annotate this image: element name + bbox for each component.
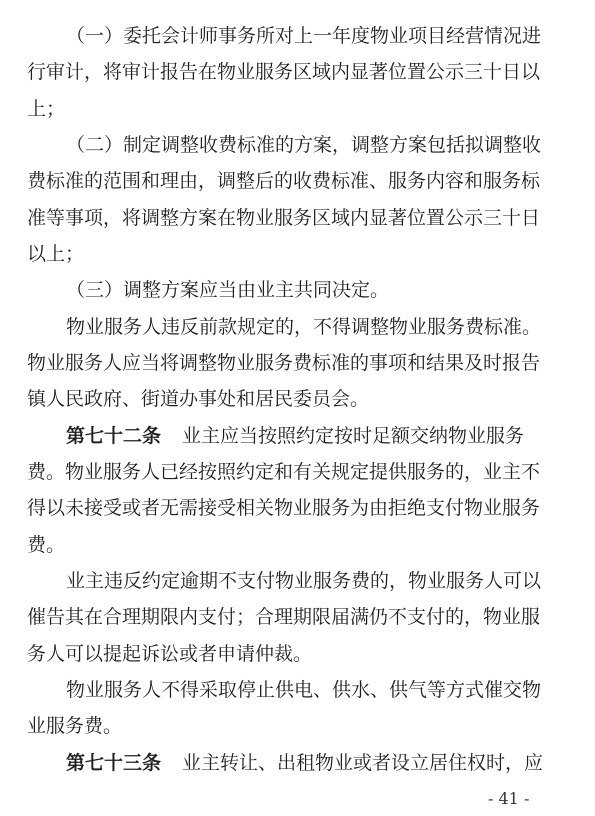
paragraph-line bbox=[0, 563, 595, 599]
line-text: 务人可以提起诉讼或者申请仲裁。 bbox=[27, 643, 313, 665]
line-text: 费标准的范围和理由，调整后的收费标准、服务内容和服务标 bbox=[27, 170, 541, 192]
paragraph-line bbox=[0, 272, 595, 308]
paragraph-line bbox=[0, 636, 595, 672]
article-number: 第七十二条 bbox=[66, 425, 162, 447]
paragraph-line bbox=[0, 599, 595, 635]
line-text: 以上； bbox=[27, 243, 85, 265]
line-text: 业主违反约定逾期不支付物业服务费的，物业服务人可以 bbox=[66, 570, 542, 592]
paragraph-line bbox=[0, 381, 595, 417]
line-text: （二）制定调整收费标准的方案，调整方案包括拟调整收 bbox=[66, 134, 542, 156]
paragraph-line bbox=[0, 236, 595, 272]
line-text: （一）委托会计师事务所对上一年度物业项目经营情况进 bbox=[66, 25, 542, 47]
line-text: 物业服务人不得采取停止供电、供水、供气等方式催交物 bbox=[66, 679, 542, 701]
line-text: 业服务费。 bbox=[27, 715, 123, 737]
paragraph-line bbox=[0, 708, 595, 744]
line-text: 业主应当按照约定按时足额交纳物业服务 bbox=[182, 425, 525, 447]
line-text: 行审计，将审计报告在物业服务区域内显著位置公示三十日以 bbox=[27, 61, 541, 83]
page-number: - 41 - bbox=[488, 789, 530, 808]
line-text: 准等事项，将调整方案在物业服务区域内显著位置公示三十日 bbox=[27, 207, 541, 229]
paragraph-line bbox=[0, 490, 595, 526]
paragraph-line bbox=[0, 200, 595, 236]
paragraph-line bbox=[0, 527, 595, 563]
paragraph-line bbox=[0, 309, 595, 345]
line-text: （三）调整方案应当由业主共同决定。 bbox=[66, 279, 390, 301]
line-text: 镇人民政府、街道办事处和居民委员会。 bbox=[27, 388, 370, 410]
line-text: 物业服务人违反前款规定的，不得调整物业服务费标准。 bbox=[66, 316, 542, 338]
paragraph-line bbox=[0, 163, 595, 199]
article-72-line bbox=[0, 418, 595, 454]
paragraph-line bbox=[0, 91, 595, 127]
article-number: 第七十三条 bbox=[66, 752, 162, 774]
line-text: 费。 bbox=[27, 534, 66, 556]
line-text: 得以未接受或者无需接受相关物业服务为由拒绝支付物业服务 bbox=[27, 497, 541, 519]
paragraph-line bbox=[0, 127, 595, 163]
paragraph-line bbox=[0, 345, 595, 381]
paragraph-line bbox=[0, 18, 595, 54]
line-text: 业主转让、出租物业或者设立居住权时，应 bbox=[182, 752, 544, 774]
paragraph-line bbox=[0, 54, 595, 90]
line-text: 催告其在合理期限内支付；合理期限届满仍不支付的，物业服 bbox=[27, 606, 541, 628]
paragraph-line bbox=[0, 672, 595, 708]
article-73-line bbox=[0, 745, 595, 781]
line-text: 费。物业服务人已经按照约定和有关规定提供服务的，业主不 bbox=[27, 461, 541, 483]
paragraph-line bbox=[0, 454, 595, 490]
line-text: 物业服务人应当将调整物业服务费标准的事项和结果及时报告 bbox=[27, 352, 541, 374]
line-text: 上； bbox=[27, 98, 66, 120]
